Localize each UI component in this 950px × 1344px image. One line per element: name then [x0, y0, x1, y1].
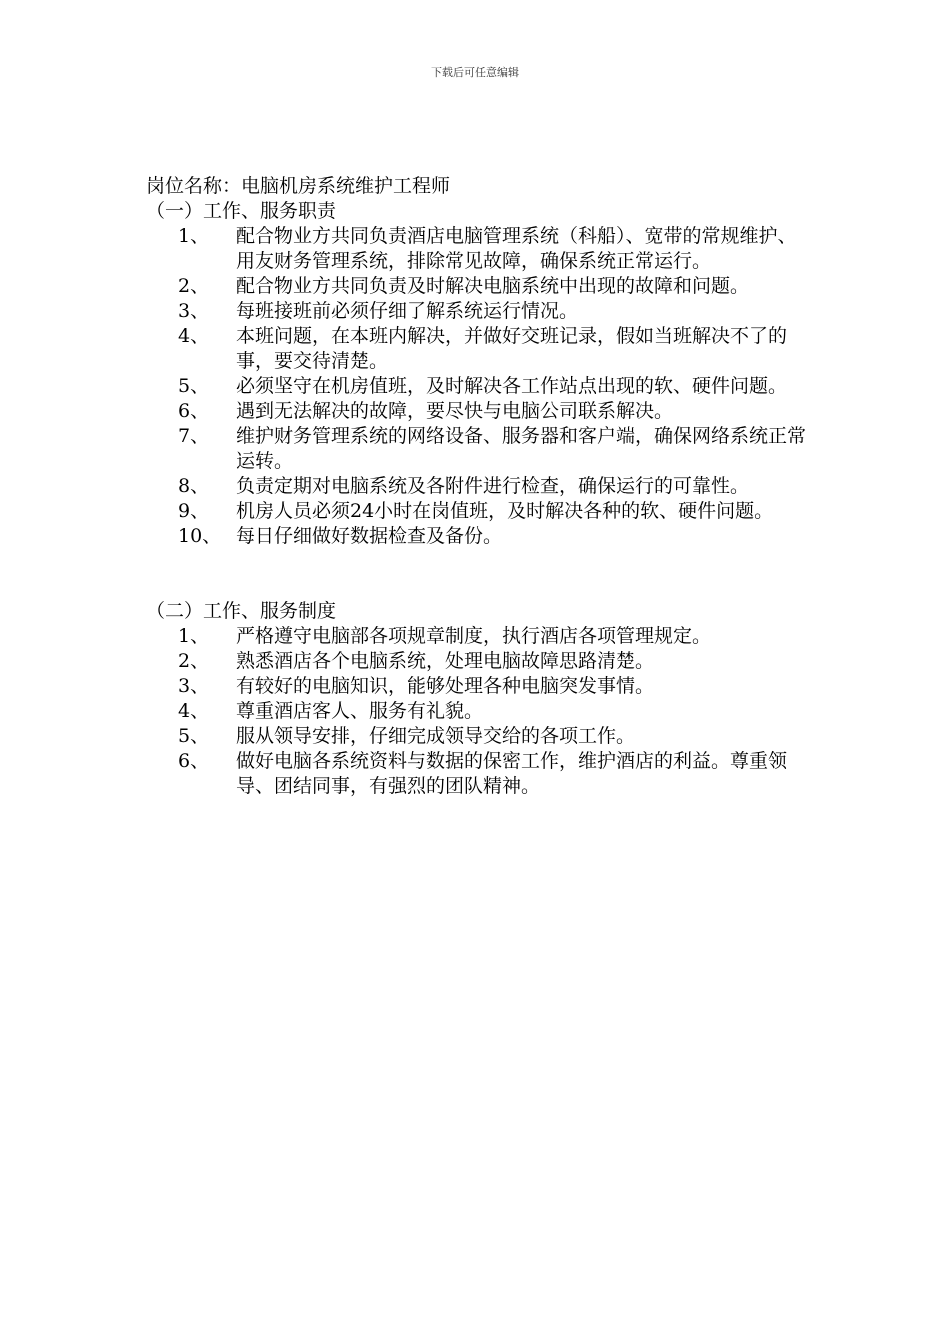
list-item — [146, 624, 826, 649]
item-number: 5、 — [178, 725, 210, 747]
item-text: 有较好的电脑知识，能够处理各种电脑突发事情。 — [236, 675, 655, 697]
item-text: 负责定期对电脑系统及各附件进行检查，确保运行的可靠性。 — [236, 475, 750, 497]
duties-list — [146, 224, 826, 549]
item-text: 本班问题，在本班内解决，并做好交班记录，假如当班解决不了的事，要交待清楚。 — [236, 325, 788, 372]
item-text: 维护财务管理系统的网络设备、服务器和客户端，确保网络系统正常运转。 — [236, 425, 807, 472]
list-item — [146, 374, 826, 399]
document-body — [146, 174, 826, 799]
job-title: 岗位名称：电脑机房系统维护工程师 — [146, 175, 451, 197]
item-number: 2、 — [178, 275, 210, 297]
item-number: 3、 — [178, 675, 210, 697]
list-item — [146, 324, 826, 374]
item-text: 熟悉酒店各个电脑系统，处理电脑故障思路清楚。 — [236, 650, 655, 672]
item-number: 4、 — [178, 325, 210, 347]
page-header-note: 下载后可任意编辑 — [431, 66, 519, 79]
list-item — [146, 299, 826, 324]
list-item — [146, 649, 826, 674]
list-item — [146, 399, 826, 424]
item-text: 严格遵守电脑部各项规章制度，执行酒店各项管理规定。 — [236, 625, 712, 647]
list-item — [146, 524, 826, 549]
item-text: 做好电脑各系统资料与数据的保密工作，维护酒店的利益。尊重领导、团结同事，有强烈的团队精神。 — [236, 750, 788, 797]
list-item — [146, 224, 826, 274]
list-item — [146, 474, 826, 499]
item-number: 9、 — [178, 500, 210, 522]
item-text: 必须坚守在机房值班，及时解决各工作站点出现的软、硬件问题。 — [236, 375, 788, 397]
item-text: 尊重酒店客人、服务有礼貌。 — [236, 700, 484, 722]
item-text: 每班接班前必须仔细了解系统运行情况。 — [236, 300, 579, 322]
item-number: 6、 — [178, 400, 210, 422]
section-heading-rules: （二）工作、服务制度 — [146, 600, 337, 622]
list-item — [146, 749, 826, 799]
item-number: 4、 — [178, 700, 210, 722]
item-text: 配合物业方共同负责及时解决电脑系统中出现的故障和问题。 — [236, 275, 750, 297]
list-item — [146, 274, 826, 299]
section-spacer — [146, 549, 826, 599]
item-number: 6、 — [178, 750, 210, 772]
item-number: 8、 — [178, 475, 210, 497]
list-item — [146, 674, 826, 699]
item-text: 服从领导安排，仔细完成领导交给的各项工作。 — [236, 725, 636, 747]
item-text: 每日仔细做好数据检查及备份。 — [236, 525, 503, 547]
item-text: 机房人员必须24小时在岗值班，及时解决各种的软、硬件问题。 — [236, 500, 774, 522]
list-item — [146, 499, 826, 524]
item-number: 5、 — [178, 375, 210, 397]
section-heading-duties: （一）工作、服务职责 — [146, 200, 337, 222]
item-text: 配合物业方共同负责酒店电脑管理系统（科船）、宽带的常规维护、用友财务管理系统，排除常见故障，确保系统正常运行。 — [236, 225, 797, 272]
item-number: 1、 — [178, 625, 210, 647]
item-number: 2、 — [178, 650, 210, 672]
item-number: 1、 — [178, 225, 210, 247]
item-number: 10、 — [178, 525, 222, 547]
item-number: 7、 — [178, 425, 210, 447]
list-item — [146, 724, 826, 749]
item-number: 3、 — [178, 300, 210, 322]
list-item — [146, 424, 826, 474]
item-text: 遇到无法解决的故障，要尽快与电脑公司联系解决。 — [236, 400, 674, 422]
rules-list — [146, 624, 826, 799]
list-item — [146, 699, 826, 724]
